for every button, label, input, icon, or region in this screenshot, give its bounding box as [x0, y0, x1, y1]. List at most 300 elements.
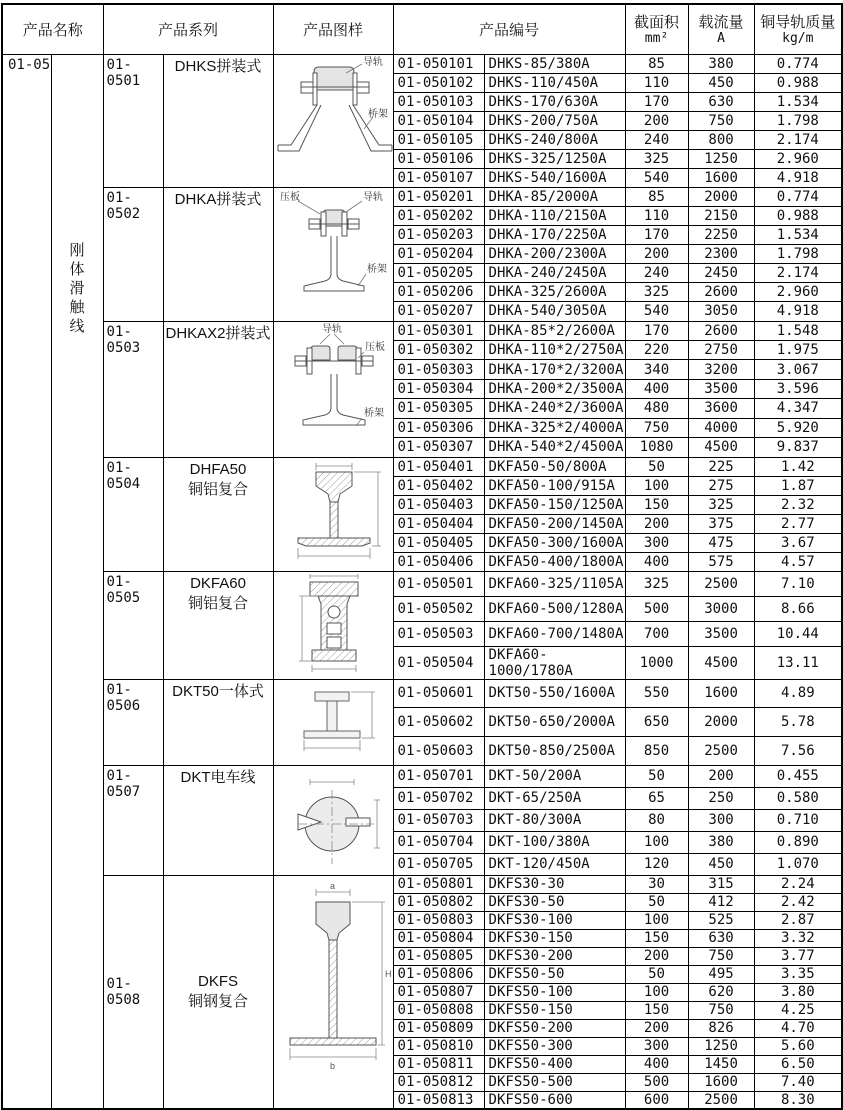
mass-value-cell: 0.710	[754, 809, 842, 831]
mass-value-cell: 0.455	[754, 765, 842, 787]
series-name-cell	[163, 571, 273, 679]
product-code-cell: 01-050813	[393, 1091, 484, 1109]
series-code-cell: 01-0501	[103, 54, 163, 187]
dhfa50-rail-profile-diagram	[274, 458, 396, 566]
area-value-cell: 100	[625, 831, 688, 853]
mass-value-cell: 5.60	[754, 1037, 842, 1055]
area-value-cell: 50	[625, 965, 688, 983]
mass-value-cell: 2.174	[754, 130, 842, 149]
product-code-cell: 01-050306	[393, 418, 484, 437]
product-row	[2, 765, 842, 787]
area-value-cell: 110	[625, 73, 688, 92]
product-model-cell: DHKA-85*2/2600A	[484, 321, 625, 340]
area-value-cell: 600	[625, 1091, 688, 1109]
rail-head	[310, 582, 358, 596]
product-model-cell: DKFS30-50	[484, 893, 625, 911]
dkfa60-rail-profile-diagram	[274, 572, 392, 674]
current-value-cell: 1600	[688, 679, 754, 708]
series-name-cell	[163, 457, 273, 571]
mass-value-cell: 1.975	[754, 340, 842, 359]
dkfs-rail-profile-diagram	[274, 880, 392, 1098]
current-value-cell: 4500	[688, 438, 754, 457]
product-code-cell: 01-050806	[393, 965, 484, 983]
series-name-line: DHKS拼装式	[174, 57, 262, 75]
area-value-cell: 400	[625, 1055, 688, 1073]
current-value-cell: 800	[688, 130, 754, 149]
area-value-cell: 200	[625, 1019, 688, 1037]
series-name-line: 铜钢复合	[188, 992, 249, 1010]
current-value-cell: 225	[688, 457, 754, 476]
mass-value-cell: 1.534	[754, 225, 842, 244]
series-code-cell: 01-0508	[103, 875, 163, 1109]
current-value-cell: 525	[688, 911, 754, 929]
area-value-cell: 170	[625, 321, 688, 340]
product-model-cell: DKFS30-100	[484, 911, 625, 929]
mass-value-cell: 0.988	[754, 73, 842, 92]
product-code-cell: 01-050603	[393, 736, 484, 765]
area-value-cell: 200	[625, 514, 688, 533]
product-code-cell: 01-050801	[393, 875, 484, 893]
product-model-cell: DKFS50-500	[484, 1073, 625, 1091]
current-value-cell: 2600	[688, 283, 754, 302]
mass-value-cell: 1.42	[754, 457, 842, 476]
area-value-cell: 80	[625, 809, 688, 831]
product-code-cell: 01-050207	[393, 302, 484, 321]
area-value-cell: 200	[625, 244, 688, 263]
product-code-cell: 01-050703	[393, 809, 484, 831]
dim-bottom-label: b	[330, 1061, 336, 1072]
rail-head	[315, 692, 349, 701]
current-value-cell: 630	[688, 92, 754, 111]
current-value-cell: 450	[688, 853, 754, 875]
bridge-label: 桥架	[363, 407, 384, 419]
product-model-cell: DHKA-240/2450A	[484, 264, 625, 283]
mass-value-cell: 5.78	[754, 708, 842, 737]
dhka-assembly-diagram	[274, 188, 396, 316]
area-value-cell: 50	[625, 893, 688, 911]
mass-value-cell: 9.837	[754, 438, 842, 457]
product-row	[2, 187, 842, 206]
current-value-cell: 575	[688, 552, 754, 571]
product-model-cell: DHKA-540*2/4500A	[484, 438, 625, 457]
product-model-cell: DKFS50-100	[484, 983, 625, 1001]
series-name-line: DHFA50	[189, 460, 247, 478]
rail-stem-base	[303, 374, 365, 425]
product-row	[2, 457, 842, 476]
area-value-cell: 850	[625, 736, 688, 765]
mass-value-cell: 1.798	[754, 111, 842, 130]
product-row	[2, 875, 842, 893]
product-code-cell: 01-050107	[393, 168, 484, 187]
current-value-cell: 4500	[688, 646, 754, 679]
product-code-cell: 01-050502	[393, 596, 484, 621]
mass-value-cell: 10.44	[754, 621, 842, 646]
product-code-cell: 01-050206	[393, 283, 484, 302]
bridge-label: 桥架	[366, 263, 387, 275]
rail-stem-base	[304, 236, 364, 291]
product-code-cell: 01-050304	[393, 379, 484, 398]
current-value-cell: 380	[688, 54, 754, 73]
area-value-cell: 550	[625, 679, 688, 708]
product-model-cell: DHKS-170/630A	[484, 92, 625, 111]
mass-value-cell: 0.890	[754, 831, 842, 853]
mass-value-cell: 0.774	[754, 187, 842, 206]
current-value-cell: 4000	[688, 418, 754, 437]
product-model-cell: DKFS50-400	[484, 1055, 625, 1073]
header-mass	[754, 4, 842, 54]
series-name-line: 铜铝复合	[188, 480, 249, 498]
current-value-cell: 200	[688, 765, 754, 787]
product-code-cell: 01-050203	[393, 225, 484, 244]
dhks-assembly-diagram	[274, 55, 396, 181]
product-model-cell: DKFA50-150/1250A	[484, 495, 625, 514]
current-value-cell: 2150	[688, 206, 754, 225]
mass-value-cell: 3.067	[754, 360, 842, 379]
product-code-cell: 01-050202	[393, 206, 484, 225]
area-value-cell: 50	[625, 765, 688, 787]
current-value-cell: 2500	[688, 571, 754, 596]
product-code-cell: 01-050501	[393, 571, 484, 596]
rail-label: 导轨	[321, 323, 342, 335]
header-area	[625, 4, 688, 54]
area-value-cell: 240	[625, 130, 688, 149]
product-model-cell: DHKS-85/380A	[484, 54, 625, 73]
dkt-trolley-wire-diagram	[274, 766, 392, 870]
product-code-cell: 01-050302	[393, 340, 484, 359]
product-code-cell: 01-050705	[393, 853, 484, 875]
current-value-cell: 1250	[688, 1037, 754, 1055]
product-code-cell: 01-050104	[393, 111, 484, 130]
area-value-cell: 150	[625, 495, 688, 514]
product-code-cell: 01-050704	[393, 831, 484, 853]
mass-value-cell: 4.70	[754, 1019, 842, 1037]
rail-label: 导轨	[362, 57, 383, 68]
current-value-cell: 2000	[688, 187, 754, 206]
header-mass-unit: kg/m	[782, 31, 814, 47]
mass-value-cell: 4.57	[754, 552, 842, 571]
rail-head	[316, 472, 352, 502]
product-model-cell: DKFA60-325/1105A	[484, 571, 625, 596]
area-value-cell: 150	[625, 1001, 688, 1019]
header-current	[688, 4, 754, 54]
current-value-cell: 2500	[688, 1091, 754, 1109]
product-model-cell: DKT-65/250A	[484, 787, 625, 809]
product-code-cell: 01-050812	[393, 1073, 484, 1091]
series-code-cell: 01-0507	[103, 765, 163, 875]
area-value-cell: 540	[625, 168, 688, 187]
area-value-cell: 300	[625, 1037, 688, 1055]
current-value-cell: 750	[688, 111, 754, 130]
bridge-label: 桥架	[367, 109, 388, 120]
series-name-line: DKT电车线	[180, 768, 256, 786]
mass-value-cell: 4.918	[754, 302, 842, 321]
product-code-cell: 01-050503	[393, 621, 484, 646]
product-name-cell	[51, 54, 103, 1109]
area-value-cell: 325	[625, 283, 688, 302]
current-value-cell: 3000	[688, 596, 754, 621]
area-value-cell: 100	[625, 476, 688, 495]
product-model-cell: DHKA-325/2600A	[484, 283, 625, 302]
current-value-cell: 325	[688, 495, 754, 514]
area-value-cell: 240	[625, 264, 688, 283]
product-model-cell: DKFA60-700/1480A	[484, 621, 625, 646]
table-header	[2, 4, 842, 54]
mass-value-cell: 0.988	[754, 206, 842, 225]
product-code-cell: 01-050205	[393, 264, 484, 283]
product-model-cell: DKFA50-200/1450A	[484, 514, 625, 533]
product-model-cell: DKFS50-600	[484, 1091, 625, 1109]
product-model-cell: DKFA60-1000/1780A	[484, 646, 625, 679]
rail-base	[304, 731, 360, 738]
product-code-cell: 01-050401	[393, 457, 484, 476]
mass-value-cell: 6.50	[754, 1055, 842, 1073]
product-model-cell: DHKA-110/2150A	[484, 206, 625, 225]
area-value-cell: 200	[625, 947, 688, 965]
dhkax2-assembly-diagram	[274, 322, 396, 452]
mass-value-cell: 4.918	[754, 168, 842, 187]
mass-value-cell: 2.174	[754, 264, 842, 283]
current-value-cell: 412	[688, 893, 754, 911]
product-model-cell: DKFS30-150	[484, 929, 625, 947]
header-row	[2, 4, 842, 54]
mass-value-cell: 0.774	[754, 54, 842, 73]
product-model-cell: DHKA-170*2/3200A	[484, 360, 625, 379]
mass-value-cell: 4.347	[754, 399, 842, 418]
dkt50-rail-profile-diagram	[274, 680, 392, 760]
product-code-cell: 01-050403	[393, 495, 484, 514]
header-current-label: 载流量	[698, 14, 744, 32]
area-value-cell: 220	[625, 340, 688, 359]
current-value-cell: 275	[688, 476, 754, 495]
product-model-cell: DHKS-540/1600A	[484, 168, 625, 187]
series-name-line: DKFS	[198, 972, 239, 990]
mass-value-cell: 2.42	[754, 893, 842, 911]
current-value-cell: 1600	[688, 168, 754, 187]
product-model-cell: DKT-100/380A	[484, 831, 625, 853]
area-value-cell: 500	[625, 1073, 688, 1091]
product-code-cell: 01-050101	[393, 54, 484, 73]
rail-base	[298, 538, 370, 546]
series-name-cell	[163, 679, 273, 765]
product-row	[2, 321, 842, 340]
area-value-cell: 65	[625, 787, 688, 809]
clamp-label: 压板	[364, 341, 385, 353]
series-code-cell: 01-0506	[103, 679, 163, 765]
area-value-cell: 85	[625, 187, 688, 206]
series-diagram-cell	[273, 679, 393, 765]
product-model-cell: DKT-50/200A	[484, 765, 625, 787]
round-hole	[328, 606, 340, 618]
product-model-cell: DHKS-325/1250A	[484, 149, 625, 168]
current-value-cell: 3500	[688, 621, 754, 646]
area-value-cell: 170	[625, 225, 688, 244]
mass-value-cell: 7.10	[754, 571, 842, 596]
product-code-cell: 01-050106	[393, 149, 484, 168]
product-code-cell: 01-050803	[393, 911, 484, 929]
current-value-cell: 3050	[688, 302, 754, 321]
product-code-cell: 01-050808	[393, 1001, 484, 1019]
area-value-cell: 100	[625, 911, 688, 929]
area-value-cell: 300	[625, 533, 688, 552]
product-model-cell: DKFA50-400/1800A	[484, 552, 625, 571]
product-code-cell: 01-050105	[393, 130, 484, 149]
mass-value-cell: 4.25	[754, 1001, 842, 1019]
area-value-cell: 540	[625, 302, 688, 321]
area-value-cell: 30	[625, 875, 688, 893]
rail-label: 导轨	[362, 191, 383, 203]
product-code-cell: 01-050504	[393, 646, 484, 679]
area-value-cell: 150	[625, 929, 688, 947]
current-value-cell: 826	[688, 1019, 754, 1037]
product-model-cell: DKFA50-50/800A	[484, 457, 625, 476]
product-model-cell: DKT-80/300A	[484, 809, 625, 831]
product-model-cell: DHKS-240/800A	[484, 130, 625, 149]
current-value-cell: 3500	[688, 379, 754, 398]
area-value-cell: 85	[625, 54, 688, 73]
mass-value-cell: 3.77	[754, 947, 842, 965]
rail-profile	[311, 346, 330, 360]
current-value-cell: 3200	[688, 360, 754, 379]
area-value-cell: 1000	[625, 646, 688, 679]
mass-value-cell: 13.11	[754, 646, 842, 679]
product-code-cell: 01-050807	[393, 983, 484, 1001]
product-model-cell: DKFS50-200	[484, 1019, 625, 1037]
mass-value-cell: 2.32	[754, 495, 842, 514]
area-value-cell: 340	[625, 360, 688, 379]
mass-value-cell: 2.77	[754, 514, 842, 533]
product-code-cell: 01-050805	[393, 947, 484, 965]
current-value-cell: 2300	[688, 244, 754, 263]
mass-value-cell: 7.56	[754, 736, 842, 765]
product-model-cell: DKFS50-300	[484, 1037, 625, 1055]
series-code-cell: 01-0503	[103, 321, 163, 457]
product-row	[2, 571, 842, 596]
product-row	[2, 54, 842, 73]
dim-top-label: a	[330, 881, 336, 892]
header-mass-label: 铜导轨质量	[760, 14, 836, 32]
mass-value-cell: 2.960	[754, 283, 842, 302]
mass-value-cell: 4.89	[754, 679, 842, 708]
product-model-cell: DKFS30-200	[484, 947, 625, 965]
area-value-cell: 400	[625, 379, 688, 398]
series-diagram-cell	[273, 571, 393, 679]
product-name-vertical-text: 刚体滑触线	[69, 241, 85, 335]
product-model-cell: DKFA50-100/915A	[484, 476, 625, 495]
product-code-cell: 01-050305	[393, 399, 484, 418]
mass-value-cell: 7.40	[754, 1073, 842, 1091]
area-value-cell: 325	[625, 571, 688, 596]
mass-value-cell: 1.87	[754, 476, 842, 495]
current-value-cell: 1600	[688, 1073, 754, 1091]
mass-value-cell: 2.87	[754, 911, 842, 929]
current-value-cell: 750	[688, 947, 754, 965]
product-catalog-table	[1, 3, 843, 1110]
series-name-cell	[163, 54, 273, 187]
series-diagram-cell	[273, 875, 393, 1109]
current-value-cell: 3600	[688, 399, 754, 418]
series-name-line: DHKAX2拼装式	[165, 324, 271, 342]
mass-value-cell: 3.35	[754, 965, 842, 983]
product-model-cell: DKT-120/450A	[484, 853, 625, 875]
mass-value-cell: 8.30	[754, 1091, 842, 1109]
header-area-label: 截面积	[634, 14, 680, 32]
current-value-cell: 2500	[688, 736, 754, 765]
rail-web	[327, 701, 337, 731]
product-model-cell: DKFA60-500/1280A	[484, 596, 625, 621]
current-value-cell: 495	[688, 965, 754, 983]
product-code-cell: 01-050406	[393, 552, 484, 571]
header-current-unit: A	[717, 31, 725, 47]
series-code-cell: 01-0502	[103, 187, 163, 321]
mass-value-cell: 2.24	[754, 875, 842, 893]
area-value-cell: 100	[625, 983, 688, 1001]
product-code-cell: 01-050102	[393, 73, 484, 92]
mass-value-cell: 3.32	[754, 929, 842, 947]
series-name-line: 铜铝复合	[188, 594, 249, 612]
rail-profile	[338, 346, 357, 360]
product-model-cell: DHKA-85/2000A	[484, 187, 625, 206]
series-name-cell	[163, 187, 273, 321]
area-value-cell: 400	[625, 552, 688, 571]
dim-height-label: H	[385, 969, 392, 980]
header-product-drawing: 产品图样	[273, 4, 393, 54]
product-model-cell: DKT50-850/2500A	[484, 736, 625, 765]
current-value-cell: 375	[688, 514, 754, 533]
mass-value-cell: 1.798	[754, 244, 842, 263]
current-value-cell: 1250	[688, 149, 754, 168]
product-code-cell: 01-050201	[393, 187, 484, 206]
current-value-cell: 750	[688, 1001, 754, 1019]
series-diagram-cell	[273, 457, 393, 571]
product-model-cell: DKFS50-150	[484, 1001, 625, 1019]
area-value-cell: 200	[625, 111, 688, 130]
product-model-cell: DHKA-110*2/2750A	[484, 340, 625, 359]
area-value-cell: 750	[625, 418, 688, 437]
mass-value-cell: 1.070	[754, 853, 842, 875]
square-hole	[327, 637, 341, 648]
series-name-cell	[163, 765, 273, 875]
current-value-cell: 630	[688, 929, 754, 947]
area-value-cell: 650	[625, 708, 688, 737]
product-model-cell: DKT50-550/1600A	[484, 679, 625, 708]
area-value-cell: 1080	[625, 438, 688, 457]
product-model-cell: DHKS-110/450A	[484, 73, 625, 92]
product-model-cell: DHKA-240*2/3600A	[484, 399, 625, 418]
area-value-cell: 50	[625, 457, 688, 476]
current-value-cell: 2600	[688, 321, 754, 340]
groove-slot	[346, 818, 370, 826]
mass-value-cell: 1.548	[754, 321, 842, 340]
series-name-line: DHKA拼装式	[174, 190, 262, 208]
product-code-cell: 01-050307	[393, 438, 484, 457]
rail-web	[329, 940, 337, 1038]
mass-value-cell: 3.596	[754, 379, 842, 398]
product-code-cell: 01-050204	[393, 244, 484, 263]
square-hole	[327, 623, 341, 634]
current-value-cell: 2450	[688, 264, 754, 283]
product-model-cell: DKFS30-30	[484, 875, 625, 893]
current-value-cell: 380	[688, 831, 754, 853]
mass-value-cell: 1.534	[754, 92, 842, 111]
mass-value-cell: 8.66	[754, 596, 842, 621]
current-value-cell: 475	[688, 533, 754, 552]
series-name-cell	[163, 321, 273, 457]
current-value-cell: 315	[688, 875, 754, 893]
current-value-cell: 2000	[688, 708, 754, 737]
series-name-cell	[163, 875, 273, 1109]
product-code-cell: 01-050811	[393, 1055, 484, 1073]
product-code-cell: 01-050702	[393, 787, 484, 809]
